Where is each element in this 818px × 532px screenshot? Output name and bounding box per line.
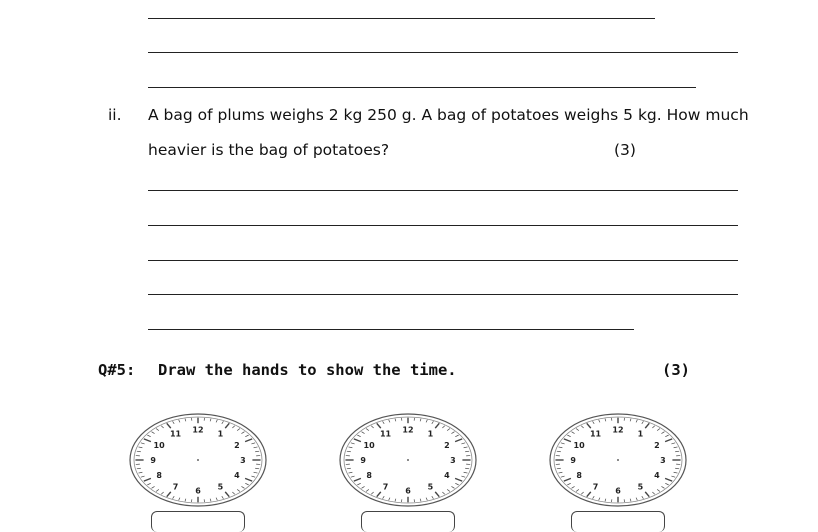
clock-face-1[interactable] [128, 410, 268, 510]
answer-line[interactable] [148, 329, 634, 330]
clock-numeral: 11 [380, 430, 392, 439]
question-text-line-2: heavier is the bag of potatoes? [148, 141, 389, 159]
clock-center [197, 459, 199, 461]
question-text-line-1: A bag of plums weighs 2 kg 250 g. A bag of potatoes weighs 5 kg. How much [148, 106, 749, 124]
answer-line[interactable] [148, 294, 738, 295]
clock-numeral: 4 [444, 471, 450, 480]
clock-numeral: 6 [615, 486, 621, 495]
clock-numeral: 12 [612, 426, 623, 435]
clock-numeral: 8 [576, 471, 582, 480]
clock-numeral: 3 [660, 456, 666, 465]
clock-numeral: 12 [192, 426, 203, 435]
clock-numeral: 6 [405, 486, 411, 495]
q5-marks: (3) [662, 361, 690, 379]
question-number: ii. [108, 106, 122, 124]
clock-numeral: 7 [173, 482, 179, 491]
clock-numeral: 5 [218, 482, 224, 491]
answer-line[interactable] [148, 52, 738, 53]
clock-numeral: 10 [574, 441, 586, 450]
answer-line[interactable] [148, 260, 738, 261]
clock-center [407, 459, 409, 461]
clock-numeral: 9 [360, 456, 366, 465]
clock-numeral: 9 [150, 456, 156, 465]
clock-numeral: 3 [240, 456, 246, 465]
clock-numeral: 11 [170, 430, 182, 439]
clock-center [617, 459, 619, 461]
time-answer-box[interactable] [571, 511, 665, 532]
clock-numeral: 5 [638, 482, 644, 491]
clock-numeral: 8 [156, 471, 162, 480]
answer-line[interactable] [148, 87, 696, 88]
clock-numeral: 6 [195, 486, 201, 495]
clock-numeral: 2 [444, 441, 450, 450]
answer-line[interactable] [148, 225, 738, 226]
clock-numeral: 10 [364, 441, 376, 450]
q5-label: Q#5: [98, 361, 135, 379]
q5-instruction: Draw the hands to show the time. [158, 361, 457, 379]
clock-numeral: 9 [570, 456, 576, 465]
clock-numeral: 4 [234, 471, 240, 480]
clock-numeral: 2 [654, 441, 660, 450]
clock-numeral: 7 [593, 482, 599, 491]
clock-numeral: 10 [154, 441, 166, 450]
clock-numeral: 7 [383, 482, 389, 491]
clock-numeral: 1 [638, 430, 644, 439]
answer-line[interactable] [148, 190, 738, 191]
clock-numeral: 2 [234, 441, 240, 450]
clock-numeral: 12 [402, 426, 413, 435]
time-answer-box[interactable] [361, 511, 455, 532]
time-answer-box[interactable] [151, 511, 245, 532]
clock-numeral: 3 [450, 456, 456, 465]
question-marks: (3) [614, 141, 636, 159]
clock-face-3[interactable] [548, 410, 688, 510]
clock-numeral: 1 [218, 430, 224, 439]
clock-numeral: 11 [590, 430, 602, 439]
clock-numeral: 1 [428, 430, 434, 439]
clock-numeral: 5 [428, 482, 434, 491]
clock-numeral: 8 [366, 471, 372, 480]
clock-face-2[interactable] [338, 410, 478, 510]
clock-numeral: 4 [654, 471, 660, 480]
answer-line[interactable] [148, 18, 655, 19]
